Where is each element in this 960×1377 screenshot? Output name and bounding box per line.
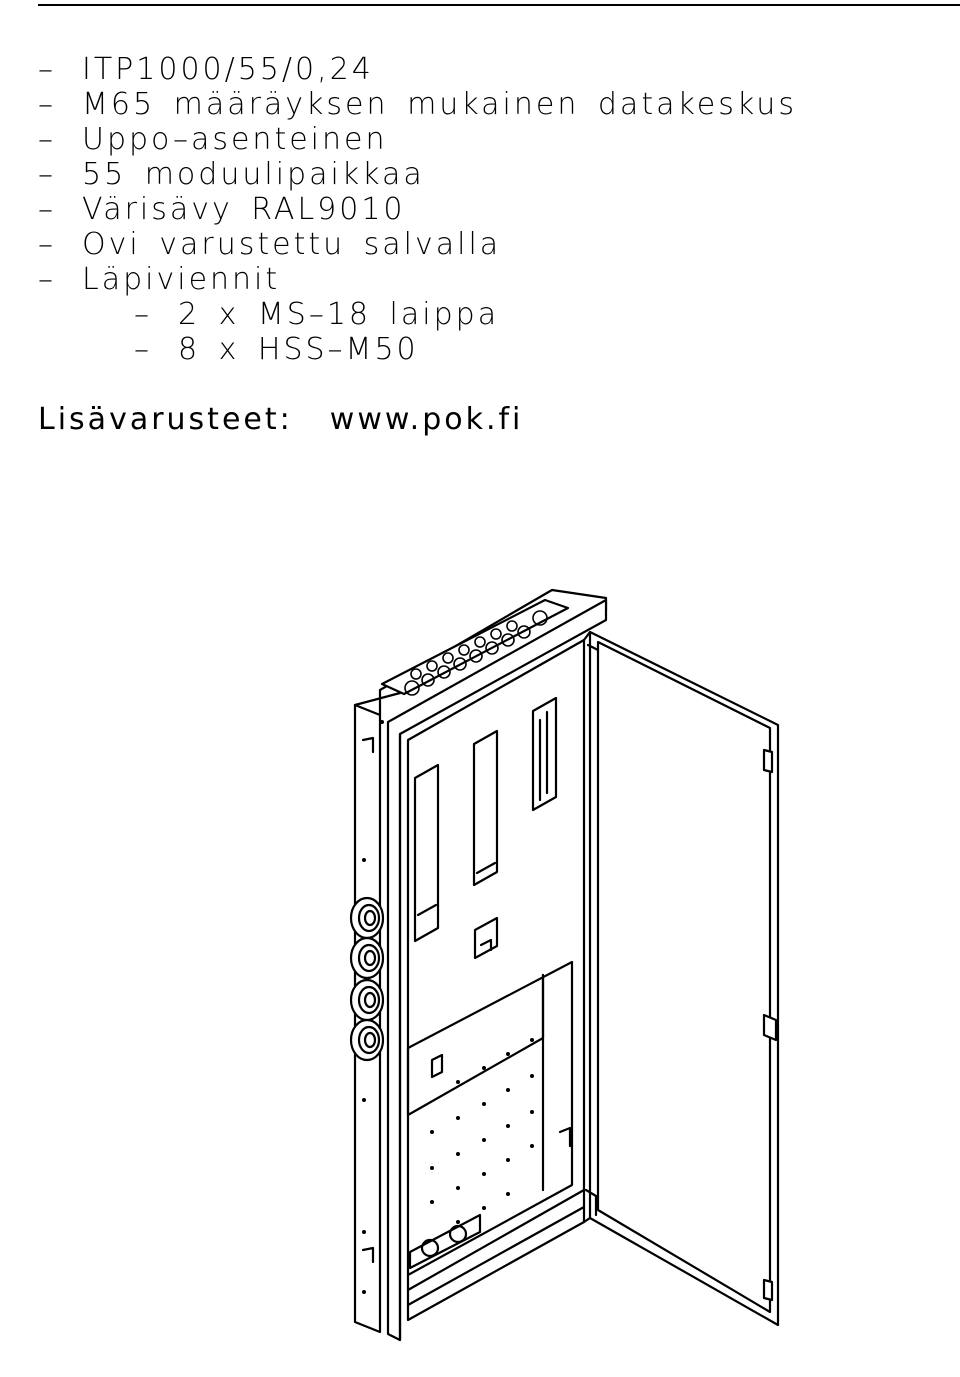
spec-list [38, 52, 797, 367]
spec-item [38, 52, 797, 87]
spec-item [38, 262, 797, 297]
spec-item-text: Uppo–asenteinen [82, 122, 388, 157]
spec-item-text: Ovi varustettu salvalla [82, 227, 502, 262]
spec-item [38, 192, 797, 227]
enclosure-drawing [330, 580, 800, 1350]
top-rule [38, 4, 960, 6]
spec-item [38, 227, 797, 262]
spec-item-marker: – [38, 157, 56, 192]
spec-subitem-text: 2 x MS–18 laippa [178, 297, 500, 332]
spec-item-marker: – [38, 262, 56, 297]
spec-item-text: Värisävy RAL9010 [82, 192, 406, 227]
spec-item-text: ITP1000/55/0,24 [82, 52, 374, 87]
spec-item-marker: – [38, 87, 56, 122]
spec-subitem-marker: – [134, 297, 152, 332]
spec-item-marker: – [38, 52, 56, 87]
spec-item-marker: – [38, 122, 56, 157]
spec-item-text: M65 määräyksen mukainen datakeskus [82, 87, 797, 122]
accessories-line: Lisävarusteet: www.pok.fi [38, 402, 524, 437]
spec-item [38, 122, 797, 157]
spec-subitem-text: 8 x HSS–M50 [178, 332, 419, 367]
spec-subitem [38, 297, 797, 332]
spec-item [38, 87, 797, 122]
spec-item-marker: – [38, 227, 56, 262]
spec-item-text: Läpiviennit [82, 262, 281, 297]
spec-subitem-marker: – [134, 332, 152, 367]
enclosure-drawing-icon [330, 580, 800, 1350]
spec-item [38, 157, 797, 192]
spec-subitem [38, 332, 797, 367]
spec-item-marker: – [38, 192, 56, 227]
spec-item-text: 55 moduulipaikkaa [82, 157, 425, 192]
